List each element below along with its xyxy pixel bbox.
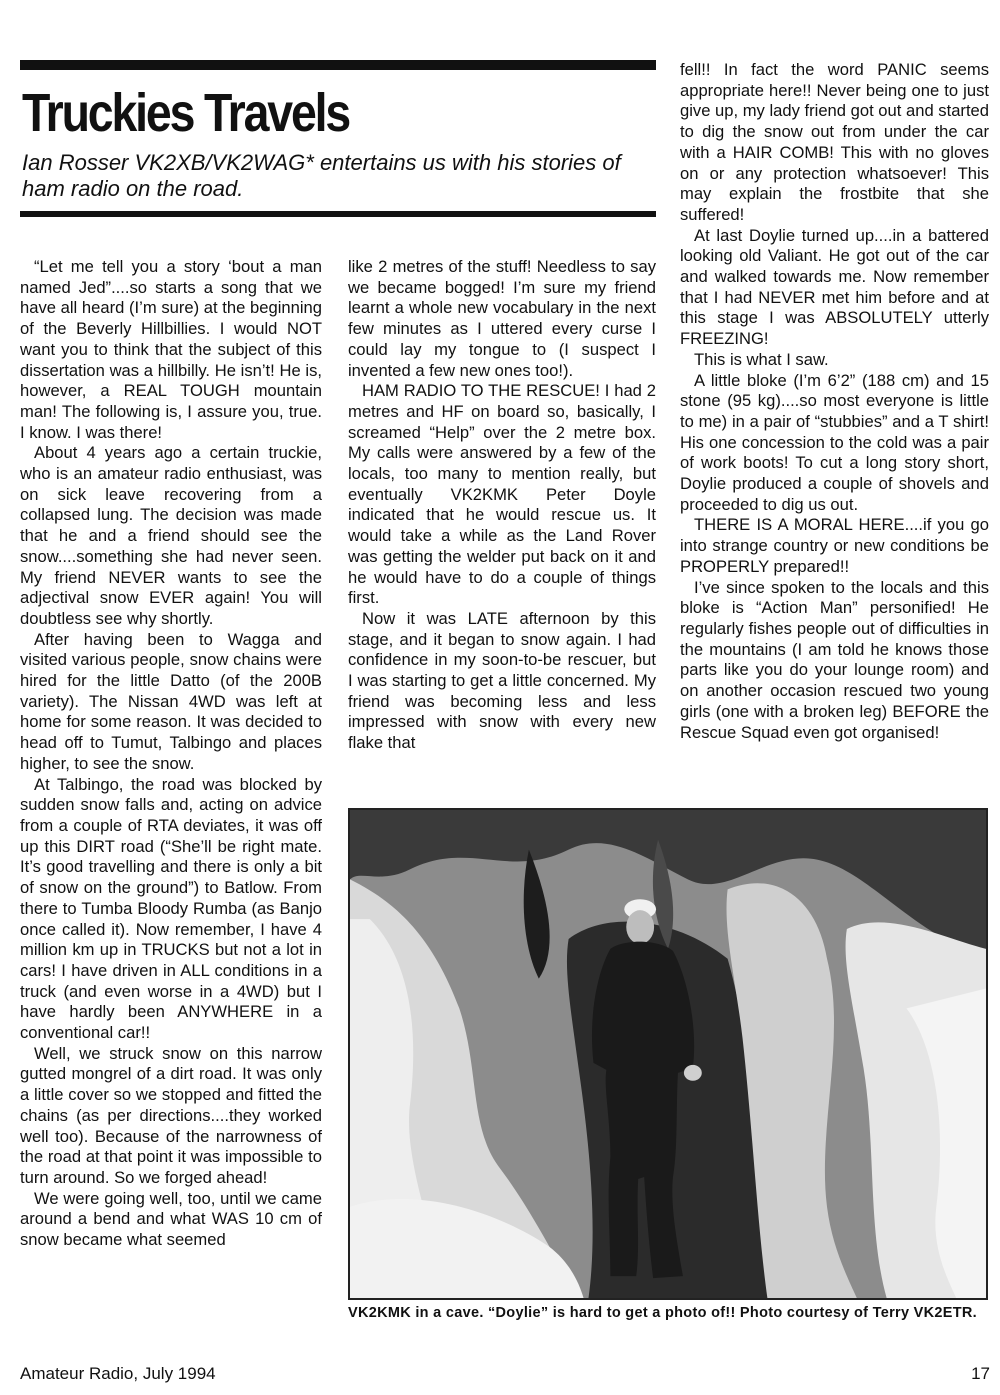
cave-photo-illustration (350, 810, 986, 1298)
cave-photo (348, 808, 988, 1300)
column-2 (348, 257, 656, 754)
paragraph: I’ve since spoken to the locals and this bloke is “Action Man” personified! He regularly fishes people out of difficulties in the mountains (I am told he knows those parts like you do your lounge room) and on another occasion rescued two young girls (one with a broken leg) BEFORE the Rescue Squad even got organised! (680, 577, 989, 742)
paragraph: At Talbingo, the road was blocked by sudden snow falls and, acting on advice from a couple of RTA deviates, it was off up this DIRT road (“She’ll be right mate. It’s good travelling and there is only a bit of snow on the ground”) to Batlow. From there to Tumba Bloody Rumba (as Banjo once called it). Now remember, I have 4 million km up in TRUCKS but not a lot in cars! I have driven in ALL conditions in a truck (and even worse in a 4WD) but I have hardly been ANYWHERE in a conventional car!! (20, 774, 322, 1043)
paragraph: HAM RADIO TO THE RESCUE! I had 2 metres and HF on board so, basically, I screamed “Help” over the 2 metre box. My calls were answered by a few of the locals, too many to mention really, but eventually VK2KMK Peter Doyle indicated that he would rescue us. It would take a while as the Land Rover was getting the welder put back on it and he would have to do a couple of things first. (348, 381, 656, 608)
photo-caption: VK2KMK in a cave. “Doylie” is hard to get a photo of!! Photo courtesy of Terry VK2ETR. (348, 1305, 977, 1321)
column-3 (680, 60, 989, 743)
paragraph: Well, we struck snow on this narrow gutted mongrel of a dirt road. It was only a little cover so we stopped and fitted the chains (as per directions....they worked well too). Because of the narrowness of the road at that point it was impossible to turn around. So we forged ahead! (20, 1043, 322, 1187)
paragraph: fell!! In fact the word PANIC seems appropriate here!! Never being one to just give up, my lady friend got out and started to dig the snow out from under the car with a HAIR COMB! This with no gloves on or any protection whatsoever! This may explain the frostbite that she suffered! (680, 60, 990, 224)
paragraph: At last Doylie turned up....in a battered looking old Valiant. He got out of the car and walked towards me. Now remember that I had NEVER met him before and at this stage I was ABSOLUTELY utterly FREEZING! (680, 225, 989, 349)
footer-page-number: 17 (971, 1364, 990, 1383)
paragraph: A little bloke (I’m 6’2” (188 cm) and 15 stone (95 kg)....so most everyone is little to me) in a pair of “stubbies” and a T shirt! His one concession to the cold was a pair of work boots! To cut a long story short, Doylie produced a couple of shovels and proceeded to dig us out. (680, 370, 989, 514)
paragraph: “Let me tell you a story ‘bout a man named Jed”....so starts a song that we have all heard (I’m sure) at the beginning of the Beverly Hillbillies. I would NOT want you to think that the subject of this dissertation was a hillbilly. He isn’t! He is, however, a REAL TOUGH mountain man! The following is, I assure you, true. I know. I was there! (20, 257, 322, 442)
article-standfirst: Ian Rosser VK2XB/VK2WAG* entertains us with his stories of ham radio on the road. (22, 150, 621, 201)
column-1 (20, 257, 322, 1251)
paragraph: like 2 metres of the stuff! Needless to say we became bogged! I’m sure my friend learnt a whole new vocabulary in the next few minutes as I uttered every curse I could lay my tongue to (I suspect I invented a few new ones too!). (348, 257, 656, 380)
paragraph: We were going well, too, until we came around a bend and what WAS 10 cm of snow became what seemed (20, 1188, 322, 1250)
paragraph: After having been to Wagga and visited various people, snow chains were hired for the little Datto (of the 200B variety). The Nissan 4WD was left at home for some reason. It was decided to head off to Tumut, Talbingo and places higher, to see the snow. (20, 629, 322, 773)
article-title: Truckies Travels (22, 83, 350, 143)
paragraph: About 4 years ago a certain truckie, who is an amateur radio enthusiast, was on sick leave recovering from a collapsed lung. The decision was made that he and a friend should see the snow....something she had never seen. My friend NEVER wants to see the adjectival snow EVER again! You will doubtless see why shortly. (20, 443, 322, 628)
top-rule (20, 60, 656, 70)
paragraph: Now it was LATE afternoon by this stage, and it began to snow again. I had confidence in my soon-to-be rescuer, but I was starting to get a little concerned. My friend was becoming less and less impressed with snow with every new flake that (348, 608, 656, 753)
paragraph: THERE IS A MORAL HERE....if you go into strange country or new conditions be PROPERLY prepared!! (680, 515, 989, 576)
footer-publication: Amateur Radio, July 1994 (20, 1364, 216, 1383)
standfirst-rule (20, 211, 656, 217)
paragraph: This is what I saw. (694, 349, 829, 369)
